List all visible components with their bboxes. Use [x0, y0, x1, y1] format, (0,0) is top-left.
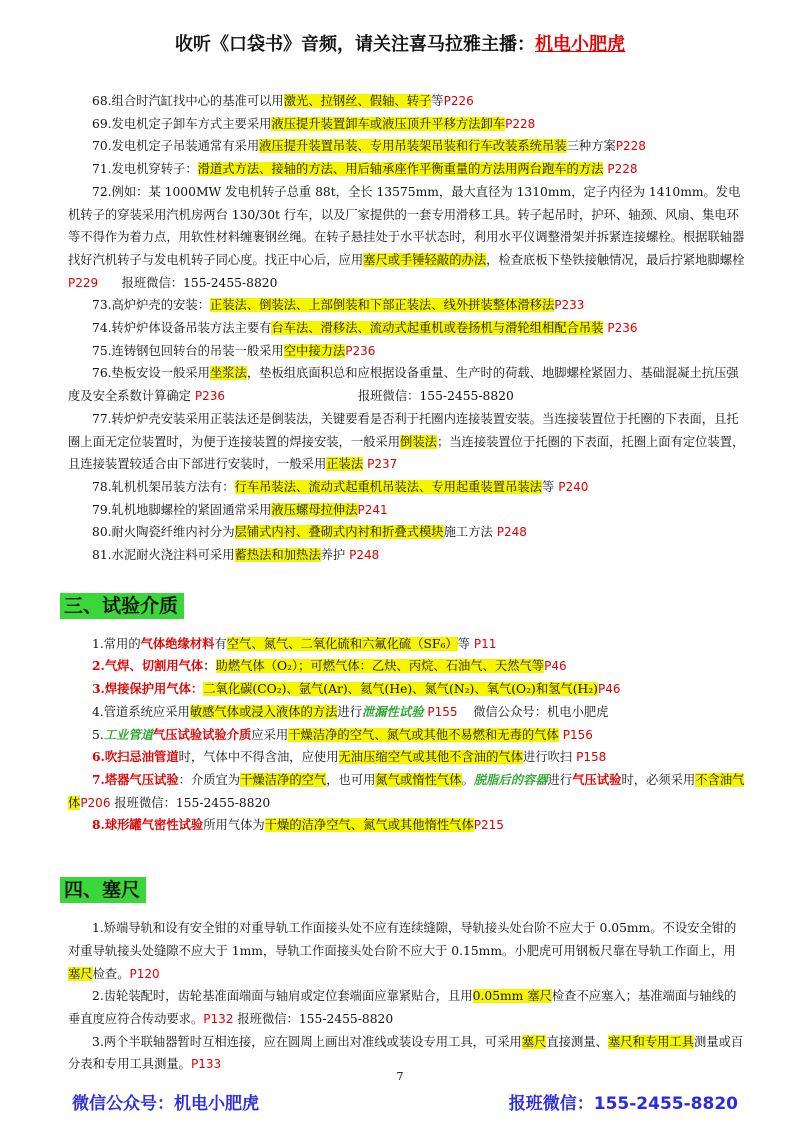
page-ref: P233 — [554, 298, 585, 313]
page-ref: P11 — [473, 636, 497, 651]
highlight: 二氧化碳(CO₂)、氩气(Ar)、氦气(He)、氮气(N₂)、氧气(O₂)和氢气(H₂) — [203, 682, 598, 697]
item-text: 所用气体为 — [203, 818, 265, 833]
page-ref: P46 — [597, 682, 621, 697]
item-text: 73.高炉炉壳的安装： — [92, 298, 210, 313]
page-ref: P236 — [345, 343, 376, 358]
item-text: 三种方案 — [566, 139, 616, 154]
feeler-item-1 — [68, 917, 746, 985]
media-item-2 — [68, 655, 746, 678]
item-text: 有 — [214, 636, 227, 651]
footer-wechat-contact: 报班微信：155-2455-8820 — [508, 1094, 738, 1114]
header-text: 收听《口袋书》音频，请关注喜马拉雅主播： — [175, 34, 535, 55]
item-text: 时，气体中不得含油，应使用 — [178, 750, 339, 765]
highlight: 氮气或惰性气体 — [375, 772, 462, 787]
highlight: 液压提升装置卸车或液压顶升平移方法卸车 — [271, 116, 506, 131]
highlight: 正装法 — [326, 457, 364, 472]
wechat-note: 报班微信：155-2455-8820 — [357, 389, 514, 404]
media-item-7 — [68, 769, 746, 814]
page-ref: P248 — [349, 548, 380, 563]
media-item-4 — [68, 701, 746, 724]
media-item-3 — [68, 678, 746, 701]
item-76 — [68, 362, 746, 407]
highlight: 层铺式内衬、叠砌式内衬和折叠式模块 — [234, 525, 444, 540]
highlight: 滑道式方法、接轴的方法、用后轴承座作平衡重量的方法用两台跑车的方法 — [197, 162, 604, 177]
item-text: 5. — [92, 727, 104, 742]
item-text: 等 — [457, 636, 470, 651]
item-text: ，检查底板下垫铁接触情况，最后拧紧地脚螺栓 — [486, 252, 745, 267]
highlight: 无油压缩空气或其他不含油的气体 — [338, 750, 523, 765]
page-ref: P228 — [505, 116, 536, 131]
item-text: 75.连铸钢包回转台的吊装一般采用 — [92, 343, 284, 358]
green-term: 泄漏性试验 — [362, 703, 424, 719]
page-ref: P236 — [607, 321, 638, 336]
key-term: 6.吹扫忌油管道 — [92, 749, 179, 765]
highlight: 坐浆法 — [209, 366, 247, 381]
item-80 — [68, 521, 746, 544]
item-79 — [68, 499, 746, 522]
item-text: 进行吹扫 — [522, 750, 573, 765]
item-71 — [68, 158, 746, 181]
page-ref: P228 — [607, 162, 638, 177]
item-text: 直接测量、 — [546, 1034, 608, 1049]
key-term: 气体绝缘材料 — [140, 635, 215, 651]
item-text: 检查不应塞入；基准端面与轴线的垂直度应符合传动要求。 — [68, 989, 737, 1026]
item-text: ：介质宜为 — [178, 772, 241, 787]
item-text: ，也可用 — [326, 772, 376, 787]
item-text: 进行 — [337, 704, 362, 719]
item-text: 施工方法 — [443, 525, 493, 540]
key-term: 气压试验 — [572, 771, 622, 787]
highlight: 干燥洁净的空气、氮气或其他不易燃和无毒的气体 — [288, 727, 559, 742]
section-title: 四、塞尺 — [60, 877, 146, 903]
item-text: ；当连接装置位于托圈的下表面，托圈上面有定位装置，且连接装置较适合由下部进行安装时，一般采用 — [68, 434, 745, 472]
media-item-1 — [68, 633, 746, 656]
page-ref: P133 — [190, 1057, 222, 1072]
item-text: 3.两个半联轴器暂时互相连接，应在圆周上画出对准线或装设专用工具，可采用 — [92, 1034, 522, 1049]
section-title: 三、试验介质 — [60, 593, 184, 619]
page-ref: P120 — [129, 966, 160, 981]
highlight: 空气、氮气、二氧化硫和六氟化硫（SF₆） — [226, 636, 458, 651]
section-heading-test-media — [60, 593, 746, 619]
item-74 — [68, 317, 746, 340]
item-text: 79.轧机地脚螺栓的紧固通常采用 — [92, 502, 272, 517]
highlight: 蓄热法和加热法 — [234, 548, 321, 563]
item-text: 等 — [431, 94, 444, 108]
page-ref: P226 — [443, 94, 474, 108]
highlight: 液压提升装置吊装、专用吊装架吊装和行车改装系统吊装 — [259, 139, 567, 154]
item-text: 1.常用的 — [92, 636, 141, 651]
item-text: ，垫板组底面积总和应根据设备重量、生产时的荷载、地脚螺栓紧固力、基础混凝土抗压强度及安全系数计算确定 — [68, 366, 739, 404]
item-text: 69.发电机定子卸车方式主要采用 — [92, 116, 272, 131]
item-text: 应采用 — [251, 727, 289, 742]
key-term: 7.塔器气压试验 — [92, 771, 179, 787]
item-text: 1.矫端导轨和设有安全钳的对重导轨工作面接头处不应有连续缝隙，导轨接头处台阶不应大于 0.05mm。不设安全钳的对重导轨接头处缝隙不应大于 1mm，导轨工作面接头处台阶不应大于 0.15mm。小肥虎可用钢板尺靠在导轨工作面上，用 — [68, 921, 737, 958]
item-text: 80.耐火陶瓷纤维内衬分为 — [92, 525, 235, 540]
item-text: 77.转炉炉壳安装采用正装法还是倒装法，关键要看是否利于托圈内连接装置安装。当连接装置位于托圈的下表面，且托圈上面无定位装置时，为便于连接装置的焊接安装，一般采用 — [68, 411, 739, 449]
page-ref: P229 — [68, 275, 99, 290]
highlight: 倒装法 — [400, 434, 437, 449]
item-text: 测量或百分表和专用工具测量。 — [68, 1034, 744, 1072]
highlight: 干燥的洁净空气、氮气或其他惰性气体 — [264, 818, 474, 833]
page-ref: P237 — [367, 457, 398, 472]
key-term: 气压试验试验介质 — [152, 726, 252, 742]
key-term: 3.焊接保护用气体： — [92, 681, 204, 697]
page-ref: P240 — [558, 479, 589, 494]
page-number: 7 — [396, 1070, 404, 1083]
highlight: 助燃气体（O₂）；可燃气体：乙炔、丙烷、石油气、天然气等 — [215, 659, 545, 674]
item-78 — [68, 476, 746, 499]
green-term: 脱脂后的容器 — [473, 771, 548, 787]
page-ref: P236 — [194, 389, 226, 404]
highlight: 敏感气体或浸入液体的方法 — [189, 704, 338, 719]
item-text: 。 — [461, 772, 474, 787]
item-text: 4.管道系统应采用 — [92, 704, 190, 719]
item-77 — [68, 408, 746, 476]
highlight: 激光、拉钢丝、假轴、转子 — [283, 94, 432, 108]
item-text: 71.发电机穿转子： — [92, 162, 198, 177]
item-text: 等 — [541, 479, 555, 494]
highlight: 干燥洁净的空气 — [240, 772, 327, 787]
item-text: 68.组合时汽缸找中心的基准可以用 — [92, 94, 284, 108]
item-69 — [68, 113, 746, 136]
media-item-8 — [68, 814, 746, 837]
item-text: 81.水泥耐火浇注料可采用 — [92, 548, 235, 563]
item-text: 2.齿轮装配时，齿轮基准面端面与轴肩或定位套端面应靠紧贴合，且用 — [92, 989, 473, 1004]
wechat-note: 报班微信：155-2455-8820 — [237, 1011, 394, 1026]
page-header — [0, 30, 800, 56]
footer-wechat-account: 微信公众号：机电小肥虎 — [72, 1094, 259, 1114]
highlight: 液压螺母拉伸法 — [271, 502, 358, 517]
item-text: 时，必须采用 — [621, 772, 696, 787]
header-brand: 机电小肥虎 — [535, 34, 625, 55]
page-ref: P215 — [473, 818, 504, 833]
page-ref: P248 — [496, 525, 527, 540]
page-ref: P46 — [544, 659, 567, 674]
page-ref: P241 — [357, 502, 388, 517]
key-term: 2.气焊、切割用气体： — [92, 658, 216, 674]
highlight: 塞尺 — [521, 1034, 547, 1049]
highlight: 正装法、倒装法、上部倒装和下部正装法、线外拼装整体滑移法 — [209, 298, 555, 313]
wechat-note: 报班微信：155-2455-8820 — [114, 795, 271, 810]
item-text: 78.轧机机架吊装方法有： — [92, 479, 235, 494]
item-73 — [68, 294, 746, 317]
page-ref: P206 — [80, 795, 111, 810]
item-68 — [68, 90, 746, 113]
highlight: 台车法、滑移法、流动式起重机或卷扬机与滑轮组相配合吊装 — [271, 321, 604, 336]
page-ref: P156 — [562, 727, 593, 742]
key-term: 8.球形罐气密性试验 — [92, 817, 204, 833]
page-ref: P158 — [576, 750, 607, 765]
highlight: 不含油气体 — [68, 772, 745, 810]
wechat-note: 微信公众号：机电小肥虎 — [473, 704, 609, 719]
item-72 — [68, 181, 746, 295]
item-text: 74.转炉炉体设备吊装方法主要有 — [92, 321, 272, 336]
highlight: 行车吊装法、流动式起重机吊装法、专用起重装置吊装法 — [234, 479, 542, 494]
page-ref: P155 — [427, 704, 458, 719]
item-75 — [68, 340, 746, 363]
item-81 — [68, 544, 746, 567]
media-item-6 — [68, 746, 746, 769]
page-content — [64, 90, 746, 1076]
media-item-5 — [68, 724, 746, 747]
highlight: 塞尺 — [68, 966, 93, 981]
wechat-note: 报班微信：155-2455-8820 — [121, 275, 278, 290]
highlight: 塞尺和专用工具 — [607, 1034, 695, 1049]
page-ref: P132 — [203, 1011, 234, 1026]
highlight: 塞尺或手锤轻敲的办法 — [363, 252, 487, 267]
item-text: 进行 — [547, 772, 573, 787]
item-text: 76.垫板安设一般采用 — [92, 366, 210, 381]
item-text: 72.例如：某 1000MW 发电机转子总重 88t，全长 13575mm，最大直径为 1310mm，定子内径为 1410mm。发电机转子的穿装采用汽机房两台 130/30t 行车，以及厂家提供的一套专用滑移工具。转子起吊时，护环、轴颈、风扇、集电环等不得作为着力点，用软性材料缠裹钢丝绳。在转子悬挂处于水平状态时，利用水平仪调整滑架并拆紧连接螺栓。根据联轴器找好汽机转子与发电机转子同心度。找正中心后，应用 — [68, 184, 745, 267]
item-70 — [68, 135, 746, 158]
section-heading-feeler-gauge — [60, 877, 746, 903]
item-text: 70.发电机定子吊装通常有采用 — [92, 139, 260, 154]
green-term: 工业管道 — [103, 726, 153, 742]
feeler-item-2 — [68, 985, 746, 1030]
item-text: 养护 — [320, 548, 346, 563]
page-ref: P228 — [615, 139, 646, 154]
item-text: 检查。 — [92, 966, 130, 981]
highlight: 0.05mm 塞尺 — [472, 989, 552, 1004]
highlight: 空中接力法 — [283, 343, 346, 358]
